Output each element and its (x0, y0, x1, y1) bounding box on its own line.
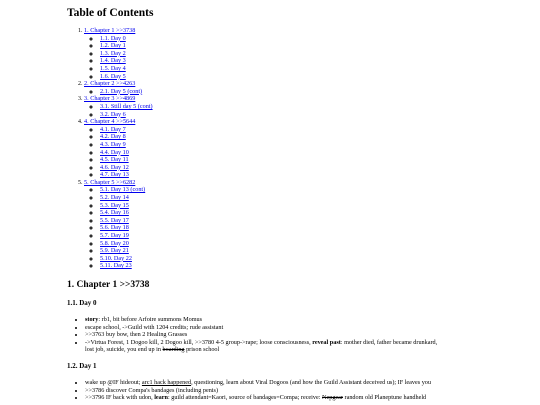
note-item: • >>3763 buy bow, then 2 Healing Grasses (85, 331, 485, 339)
note-underline: arc1 hack happened (141, 379, 192, 386)
toc-day-link[interactable]: 5.8. Day 20 (100, 239, 129, 247)
day-heading: 1.2. Day 1 (67, 362, 97, 370)
toc-day-link[interactable]: 5.10. Day 22 (100, 254, 132, 262)
toc-day-link[interactable]: 3.2. Day 6 (100, 110, 126, 118)
toc-day-link[interactable]: 5.4. Day 16 (100, 209, 129, 217)
toc-day-link[interactable]: 5.3. Day 15 (100, 201, 129, 209)
toc-chapter (84, 95, 153, 118)
toc-day-link[interactable]: 5.6. Day 18 (100, 224, 129, 232)
toc-day (100, 209, 153, 217)
toc-day-link[interactable]: 4.7. Day 13 (100, 171, 129, 179)
toc-day (100, 111, 153, 119)
toc-day-link[interactable]: 5.1. Day 13 (cont) (100, 186, 146, 194)
toc-day-link[interactable]: 1.5. Day 4 (100, 64, 126, 72)
toc-day (100, 217, 153, 225)
note-item (85, 394, 485, 402)
toc-day (100, 232, 153, 240)
note-strikethrough: Nepgear (322, 394, 343, 402)
toc-day (100, 164, 153, 172)
toc-chapter-link[interactable]: 5. Chapter 5 >>6282 (84, 178, 136, 186)
toc-day (100, 240, 153, 248)
toc-day (100, 42, 153, 50)
toc-day (100, 149, 153, 157)
toc-day-link[interactable]: 4.1. Day 7 (100, 125, 126, 133)
note-item: • >>3786 discover Compa's bandages (including penis) (85, 387, 485, 395)
toc-day-link[interactable]: 4.4. Day 10 (100, 148, 129, 156)
toc-day (100, 247, 153, 255)
toc-chapter (84, 179, 153, 270)
note-item: • escape school, ->Guild with 1204 credits; rude assistant (85, 324, 485, 332)
toc-day-link[interactable]: 3.1. Still day 5 (cont) (100, 102, 153, 110)
table-of-contents (84, 27, 153, 270)
note-text: wake up @IF hideout; (85, 379, 142, 386)
toc-day (100, 65, 153, 73)
toc-day (100, 126, 153, 134)
notes-list (78, 316, 485, 354)
toc-day-link[interactable]: 1.1. Day 0 (100, 34, 126, 42)
toc-chapter (84, 27, 153, 80)
toc-day-link[interactable]: 1.2. Day 1 (100, 42, 126, 50)
toc-day (100, 156, 153, 164)
toc-day-link[interactable]: 1.6. Day 5 (100, 72, 126, 80)
chapter-heading: 1. Chapter 1 >>3738 (67, 280, 150, 290)
note-text: prison school (184, 346, 220, 354)
note-bold: story (85, 316, 99, 323)
toc-chapter-link[interactable]: 4. Chapter 4 >>5644 (84, 118, 136, 126)
note-text: random old Planeptune handheld (342, 394, 427, 402)
toc-chapter-link[interactable]: 1. Chapter 1 >>3738 (84, 27, 136, 34)
toc-day-link[interactable]: 5.2. Day 14 (100, 194, 129, 202)
toc-chapter-link[interactable]: 2. Chapter 2 >>4263 (84, 80, 136, 88)
toc-chapter (84, 80, 153, 95)
note-text: , questioning, learn about Viral Dogoos (and how the Guild Assistant deceived us); IF leaves you (191, 379, 431, 386)
toc-day (100, 262, 153, 270)
toc-day-link[interactable]: 5.5. Day 17 (100, 216, 129, 224)
toc-day (100, 133, 153, 141)
note-text: : mother died, father became drunkard, (340, 338, 438, 346)
toc-day (100, 57, 153, 65)
note-text: >>3796 IF back with udon, (85, 394, 155, 402)
day-heading: 1.1. Day 0 (67, 299, 97, 307)
toc-day (100, 171, 153, 179)
toc-day-link[interactable]: 1.3. Day 2 (100, 49, 126, 57)
toc-chapter (84, 118, 153, 179)
toc-day-link[interactable]: 4.2. Day 8 (100, 133, 126, 141)
notes-list (78, 379, 485, 402)
toc-title: Table of Contents (67, 7, 154, 19)
toc-day-link[interactable]: 4.6. Day 12 (100, 163, 129, 171)
toc-day (100, 194, 153, 202)
toc-day-link[interactable]: 4.5. Day 11 (100, 156, 129, 164)
toc-chapter-link[interactable]: 3. Chapter 3 >>4869 (84, 95, 136, 103)
toc-day (100, 141, 153, 149)
toc-day-link[interactable]: 5.9. Day 21 (100, 247, 129, 255)
toc-day-link[interactable]: 5.11. Day 23 (100, 262, 132, 270)
note-text: : rb1, bit before Arfoire summons Momus (98, 316, 203, 323)
note-item (85, 379, 485, 387)
toc-day-link[interactable]: 1.4. Day 3 (100, 57, 126, 65)
note-item (85, 339, 485, 354)
note-text: : guild attendant=Kaori, source of bandages=Compa; receive: (167, 394, 323, 402)
note-text: lost job, suicide, you end up in (85, 346, 163, 354)
note-bold: learn (154, 394, 168, 402)
toc-day (100, 255, 153, 263)
toc-day (100, 50, 153, 58)
toc-day-link[interactable]: 2.1. Day 5 (cont) (100, 87, 143, 95)
note-text: ->Virtua Forest, 1 Dogoo kill, 2 Dogoo kill, >>3780 4-5 group->rape; loose consciousness, (85, 338, 313, 346)
note-strikethrough: boarding (162, 346, 185, 354)
toc-day (100, 88, 153, 96)
toc-day (100, 202, 153, 210)
toc-day (100, 103, 153, 111)
toc-day (100, 35, 153, 43)
note-bold: reveal past (312, 338, 341, 346)
toc-day (100, 224, 153, 232)
toc-day (100, 186, 153, 194)
toc-day-link[interactable]: 5.7. Day 19 (100, 232, 129, 240)
toc-day (100, 73, 153, 81)
toc-day-link[interactable]: 4.3. Day 9 (100, 140, 126, 148)
note-item (85, 316, 485, 324)
